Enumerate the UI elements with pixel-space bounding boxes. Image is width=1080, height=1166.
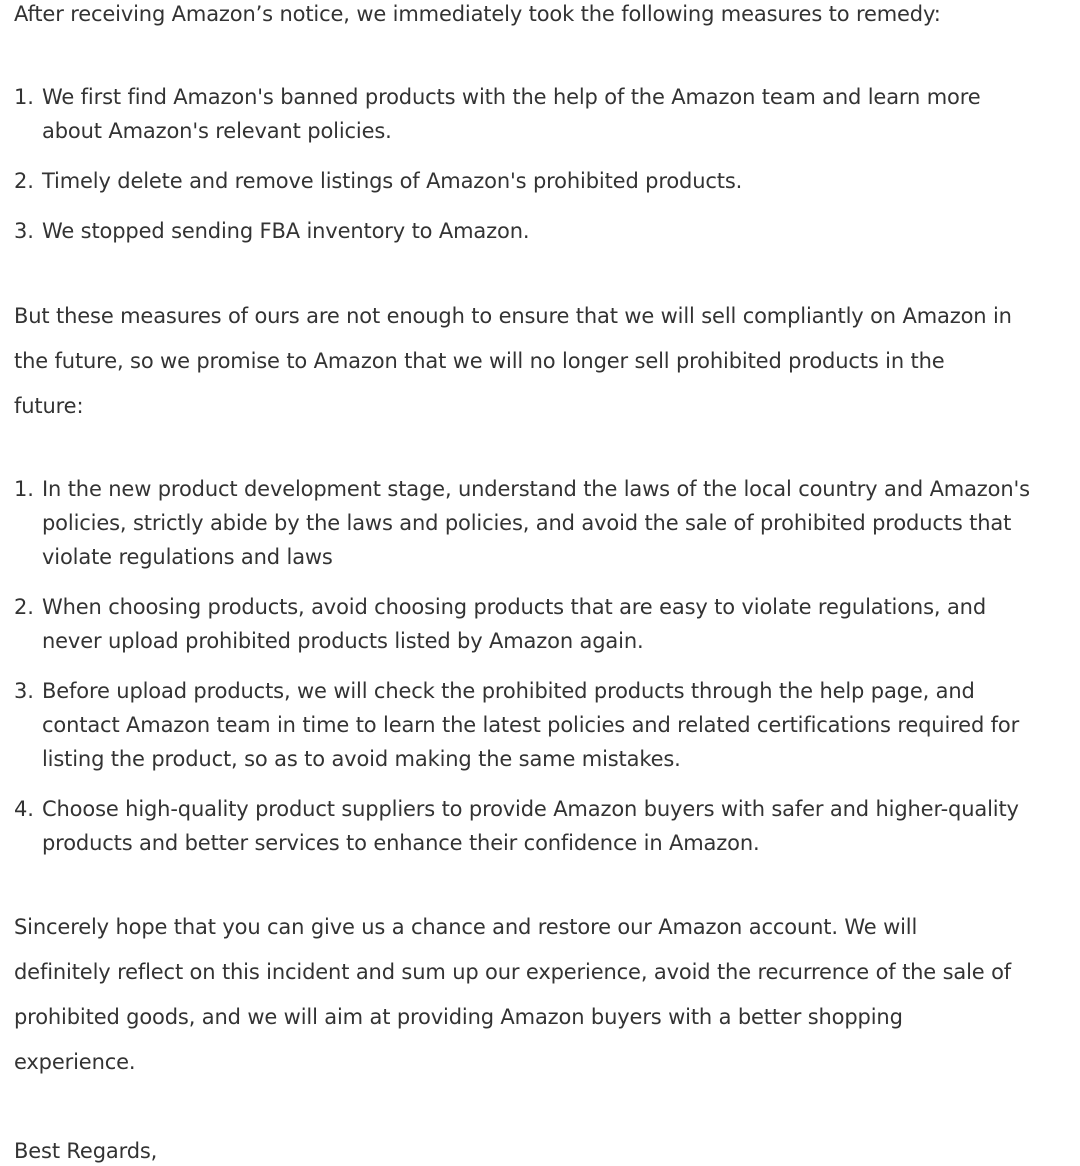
intro-text: After receiving Amazon’s notice, we immediately took the following measures to remedy:	[14, 2, 941, 26]
list-item-line: Before upload products, we will check the prohibited products through the help page, and	[42, 679, 975, 703]
paragraph-line: the future, so we promise to Amazon that we will no longer sell prohibited products in the	[14, 349, 945, 373]
list-number: 3.	[14, 219, 34, 243]
list-item-line: We first find Amazon's banned products with the help of the Amazon team and learn more	[42, 85, 981, 109]
list-number: 1.	[14, 477, 34, 501]
list-number: 2.	[14, 169, 34, 193]
list-number: 4.	[14, 797, 34, 821]
list-item-line: We stopped sending FBA inventory to Amazon.	[42, 219, 530, 243]
list-item	[14, 214, 1064, 248]
list-item-line: contact Amazon team in time to learn the latest policies and related certifications required for	[42, 713, 1020, 737]
list-item	[14, 164, 1064, 198]
list-item-line: In the new product development stage, understand the laws of the local country and Amazon's	[42, 477, 1030, 501]
paragraph-line: Sincerely hope that you can give us a chance and restore our Amazon account. We will	[14, 915, 918, 939]
list-item-line: never upload prohibited products listed by Amazon again.	[42, 629, 644, 653]
list-item-line: violate regulations and laws	[42, 545, 333, 569]
list-item-line: Choose high-quality product suppliers to provide Amazon buyers with safer and higher-quality	[42, 797, 1019, 821]
list-item-line: products and better services to enhance their confidence in Amazon.	[42, 831, 760, 855]
list-number: 3.	[14, 679, 34, 703]
list-item-line: about Amazon's relevant policies.	[42, 119, 392, 143]
list-item	[14, 792, 1064, 855]
list-item-line: When choosing products, avoid choosing products that are easy to violate regulations, and	[42, 595, 986, 619]
list-item	[14, 674, 1064, 771]
list-item	[14, 472, 1064, 569]
list-item-line: policies, strictly abide by the laws and policies, and avoid the sale of prohibited products that	[42, 511, 1012, 535]
list-item-line: Timely delete and remove listings of Amazon's prohibited products.	[42, 169, 743, 193]
paragraph-line: definitely reflect on this incident and sum up our experience, avoid the recurrence of the sale of	[14, 960, 1012, 984]
list-item	[14, 590, 1064, 653]
list-number: 1.	[14, 85, 34, 109]
signoff: Best Regards,	[14, 1139, 158, 1163]
paragraph-line: prohibited goods, and we will aim at providing Amazon buyers with a better shopping	[14, 1005, 903, 1029]
list-number: 2.	[14, 595, 34, 619]
list-item-line: listing the product, so as to avoid making the same mistakes.	[42, 747, 681, 771]
paragraph-line: experience.	[14, 1050, 136, 1074]
paragraph-line: But these measures of ours are not enough to ensure that we will sell compliantly on Amazon in	[14, 304, 1012, 328]
paragraph-line: future:	[14, 394, 84, 418]
list-item	[14, 80, 1064, 143]
